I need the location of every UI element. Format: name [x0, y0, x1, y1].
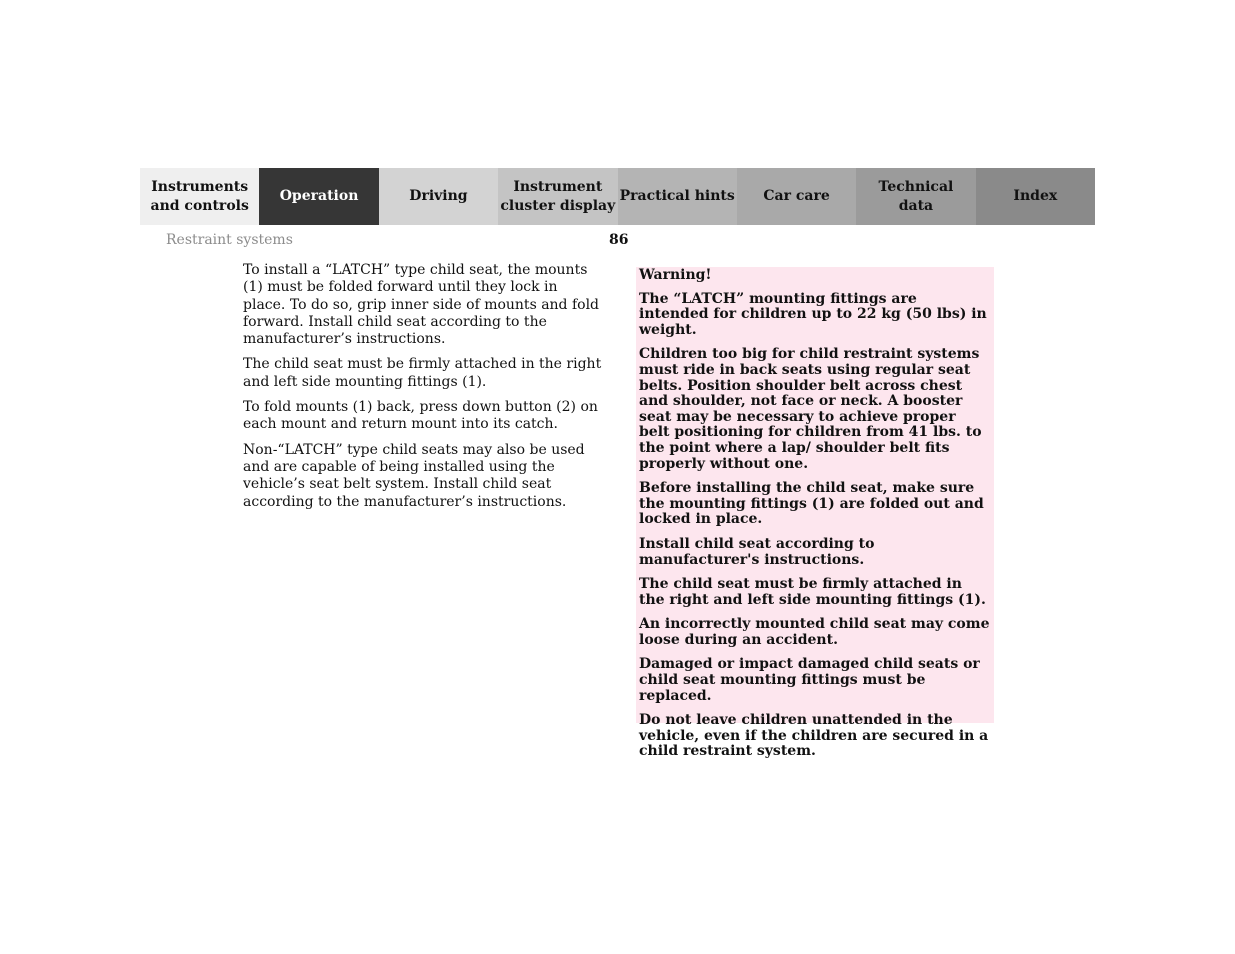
tab-operation[interactable] — [259, 168, 378, 225]
tab-instruments-and-controls[interactable] — [140, 168, 259, 225]
tab-label: Practical hints — [619, 188, 735, 204]
tab-car-care[interactable] — [737, 168, 856, 225]
body-paragraph: To install a “LATCH” type child seat, the mounts (1) must be folded forward until they lock in place. To do so, grip inner side of mounts and fold forward. Install child seat according to the manufacturer’s instructions. — [243, 262, 600, 348]
tab-technical-data[interactable] — [856, 168, 975, 225]
tab-label: Technical data — [878, 178, 954, 214]
section-title: Restraint systems — [166, 232, 293, 248]
warning-paragraph: Install child seat according to manufacturer's instructions. — [639, 535, 875, 568]
page-number: 86 — [609, 232, 629, 248]
tab-index[interactable] — [976, 168, 1095, 225]
warning-heading: Warning! — [639, 267, 712, 283]
warning-box — [636, 267, 994, 760]
tab-instrument-cluster-display[interactable] — [498, 168, 617, 225]
tab-label: Operation — [279, 188, 359, 204]
warning-paragraph: Damaged or impact damaged child seats or child seat mounting fittings must be replaced. — [639, 656, 980, 704]
warning-paragraph: The child seat must be firmly attached in the right and left side mounting fittings (1). — [639, 576, 986, 608]
warning-paragraph: Do not leave children unattended in the vehicle, even if the children are secured in a child restraint system. — [639, 712, 989, 760]
tab-label: Instrument cluster display — [500, 178, 616, 214]
warning-paragraph: Children too big for child restraint systems must ride in back seats using regular seat belts. Position shoulder belt across chest and shoulder, not face or neck. A booster seat may be necessary to achieve proper belt positioning for children from 41 lbs. to the point where a lap/ shoulder belt fits properly without one. — [639, 346, 982, 472]
tab-label: Index — [1013, 188, 1058, 204]
body-paragraph: To fold mounts (1) back, press down button (2) on each mount and return mount into its catch. — [243, 399, 598, 433]
tab-label: Instruments and controls — [150, 178, 249, 214]
body-text — [243, 262, 603, 519]
body-paragraph: Non-“LATCH” type child seats may also be used and are capable of being installed using the vehicle’s seat belt system. Install child seat according to the manufacturer’s instructions. — [243, 441, 585, 510]
warning-paragraph: Before installing the child seat, make sure the mounting fittings (1) are folded out and locked in place. — [639, 480, 984, 528]
body-paragraph: The child seat must be firmly attached in the right and left side mounting fittings (1). — [243, 356, 602, 390]
tab-practical-hints[interactable] — [618, 168, 737, 225]
chapter-nav — [140, 168, 1095, 225]
warning-paragraph: The “LATCH” mounting fittings are intended for children up to 22 kg (50 lbs) in weight. — [639, 290, 987, 338]
tab-label: Driving — [409, 188, 468, 204]
tab-label: Car care — [763, 188, 830, 204]
tab-driving[interactable] — [379, 168, 498, 225]
warning-paragraph: An incorrectly mounted child seat may come loose during an accident. — [639, 616, 990, 648]
